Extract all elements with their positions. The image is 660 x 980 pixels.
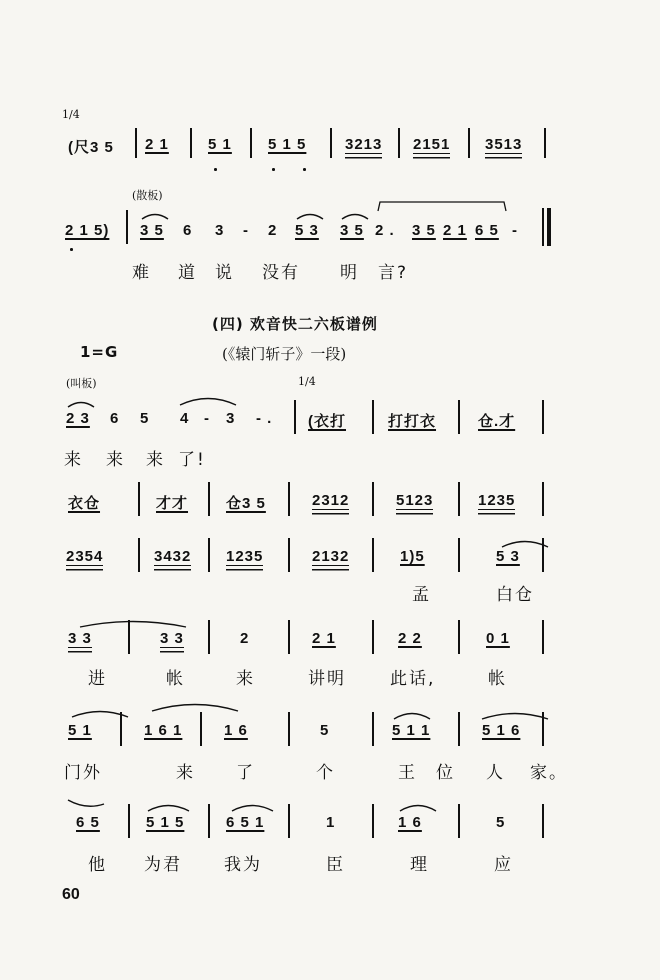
slur <box>70 706 130 718</box>
lyric: 说 <box>215 263 234 283</box>
note: 5 3 <box>295 222 319 239</box>
note: 3 5 <box>412 222 436 239</box>
note: 5 1 1 <box>392 722 431 739</box>
slur <box>66 798 106 810</box>
barline <box>126 210 128 244</box>
note: 3 <box>226 410 236 427</box>
tempo-marking: 1/4 <box>62 108 80 121</box>
note: 2 3 <box>66 410 90 427</box>
lyric: 理 <box>410 855 429 875</box>
slur <box>146 800 191 812</box>
lyric: 臣 <box>326 855 345 875</box>
percussion: 打打衣 <box>388 413 437 430</box>
lyric: 来 <box>176 763 195 783</box>
slur <box>295 210 325 220</box>
lyric: 帐 <box>488 669 507 689</box>
note: 1 6 <box>398 814 422 831</box>
lyric: 为君 <box>144 855 182 875</box>
note: 1 6 <box>224 722 248 739</box>
barline <box>190 128 192 158</box>
note: 5 1 6 <box>482 722 521 739</box>
note: 3432 <box>154 548 192 565</box>
barline <box>288 712 290 746</box>
barline <box>468 128 470 158</box>
octave-dot <box>214 168 217 171</box>
note: 1235 <box>478 492 516 509</box>
lyric: 家。 <box>530 763 568 783</box>
lyric: 他 <box>88 855 107 875</box>
note: - <box>204 410 210 427</box>
barline <box>138 482 140 516</box>
note: 2354 <box>66 548 104 565</box>
note: 5 <box>496 814 506 831</box>
note: 5 <box>140 410 150 427</box>
octave-dot <box>303 168 306 171</box>
barline <box>372 482 374 516</box>
note: 2 1 <box>312 630 336 647</box>
lyric: 个 <box>316 763 335 783</box>
barline <box>288 620 290 654</box>
note: 2 2 <box>398 630 422 647</box>
lyric: 来 <box>236 669 255 689</box>
barline <box>542 482 544 516</box>
barline <box>288 804 290 838</box>
measure: 5 1 <box>208 136 232 153</box>
lyric: 此话, <box>390 669 436 689</box>
note: 1235 <box>226 548 264 565</box>
barline <box>208 804 210 838</box>
measure: (尺3 5 <box>68 139 114 156</box>
barline <box>544 128 546 158</box>
note: 3 3 <box>68 630 92 647</box>
note: 1 <box>326 814 336 831</box>
lyric: 了 <box>236 763 255 783</box>
note: 5123 <box>396 492 434 509</box>
barline <box>135 128 137 158</box>
measure: 2 1 5) <box>65 222 110 239</box>
lyric: 我为 <box>224 855 262 875</box>
slur <box>66 398 96 408</box>
lyric: 难 <box>132 263 151 283</box>
note: 0 1 <box>486 630 510 647</box>
page-number: 60 <box>62 886 80 903</box>
note: 仓3 5 <box>226 495 266 512</box>
note: 5 1 5 <box>146 814 185 831</box>
lyric: 讲明 <box>308 669 346 689</box>
barline <box>458 804 460 838</box>
slur <box>392 708 432 720</box>
barline <box>372 712 374 746</box>
note: 2 <box>268 222 278 239</box>
lyric: 道 <box>178 263 197 283</box>
barline <box>458 620 460 654</box>
lyric: 孟 <box>412 585 431 605</box>
lyric: 没有 <box>262 263 300 283</box>
barline <box>330 128 332 158</box>
slur <box>500 536 550 548</box>
measure: 2 1 <box>145 136 169 153</box>
barline <box>372 620 374 654</box>
lyric: 来 <box>64 450 83 470</box>
note: 6 <box>183 222 193 239</box>
barline <box>398 128 400 158</box>
note: 6 5 <box>76 814 100 831</box>
final-barline-thick <box>547 208 551 246</box>
tempo-label-sanban: (散板) <box>132 189 163 202</box>
lyric: 明 <box>340 263 359 283</box>
barline <box>458 712 460 746</box>
note: 2132 <box>312 548 350 565</box>
barline <box>542 400 544 434</box>
note: 2312 <box>312 492 350 509</box>
note: - <box>243 222 249 239</box>
barline <box>542 804 544 838</box>
slur <box>150 698 240 712</box>
lyric: 王 <box>398 763 417 783</box>
lyric: 了! <box>178 450 206 470</box>
note: 6 5 <box>475 222 499 239</box>
section-title: (四) 欢音快二六板谱例 <box>212 315 378 333</box>
barline <box>372 400 374 434</box>
lyric: 门外 <box>64 763 102 783</box>
barline <box>458 400 460 434</box>
slur <box>398 800 438 812</box>
barline <box>208 482 210 516</box>
note: 3 5 <box>340 222 364 239</box>
note: 2 . <box>375 222 395 239</box>
barline <box>250 128 252 158</box>
barline <box>542 620 544 654</box>
note: 1)5 <box>400 548 425 565</box>
barline <box>208 538 210 572</box>
percussion: 仓.才 <box>478 413 516 430</box>
lyric: 言? <box>378 263 409 283</box>
note: 3 <box>215 222 225 239</box>
note: 2 1 <box>443 222 467 239</box>
lyric: 进 <box>88 669 107 689</box>
octave-dot <box>272 168 275 171</box>
barline <box>294 400 296 434</box>
long-slur <box>376 198 508 212</box>
key-signature: 1=G <box>80 343 119 361</box>
barline <box>458 538 460 572</box>
barline <box>288 482 290 516</box>
note: 3 5 <box>140 222 164 239</box>
tempo-marking: 1/4 <box>298 375 316 388</box>
lyric: 应 <box>494 855 513 875</box>
barline <box>372 804 374 838</box>
lyric: 来 <box>146 450 165 470</box>
slur <box>480 708 550 720</box>
note: - . <box>256 410 273 427</box>
measure: 3213 <box>345 136 383 153</box>
slur <box>78 616 188 628</box>
lyric: 白仓 <box>496 585 534 605</box>
barline <box>372 538 374 572</box>
measure: 3513 <box>485 136 523 153</box>
percussion: 才才 <box>156 495 189 512</box>
lyric: 来 <box>106 450 125 470</box>
final-barline <box>542 208 544 246</box>
note: 5 1 <box>68 722 92 739</box>
lyric: 帐 <box>166 669 185 689</box>
lyric: 位 <box>436 763 455 783</box>
section-subtitle: (《辕门斩子》一段) <box>222 345 347 363</box>
slur <box>230 800 275 812</box>
slur <box>178 392 238 406</box>
note: 5 <box>320 722 330 739</box>
note: 6 <box>110 410 120 427</box>
slur <box>340 210 370 220</box>
note: 2 <box>240 630 250 647</box>
percussion: 衣仓 <box>68 495 101 512</box>
call-label: (叫板) <box>66 377 97 390</box>
measure: 5 1 5 <box>268 136 307 153</box>
barline <box>208 620 210 654</box>
barline <box>128 804 130 838</box>
barline <box>288 538 290 572</box>
octave-dot <box>70 248 73 251</box>
note: 4 <box>180 410 190 427</box>
note: - <box>512 222 518 239</box>
barline <box>138 538 140 572</box>
note: 6 5 1 <box>226 814 265 831</box>
lyric: 人 <box>486 763 505 783</box>
barline <box>458 482 460 516</box>
percussion: (衣打 <box>308 413 346 430</box>
note: 3 3 <box>160 630 184 647</box>
measure: 2151 <box>413 136 451 153</box>
slur <box>140 210 170 220</box>
note: 5 3 <box>496 548 520 565</box>
barline <box>200 712 202 746</box>
note: 1 6 1 <box>144 722 183 739</box>
